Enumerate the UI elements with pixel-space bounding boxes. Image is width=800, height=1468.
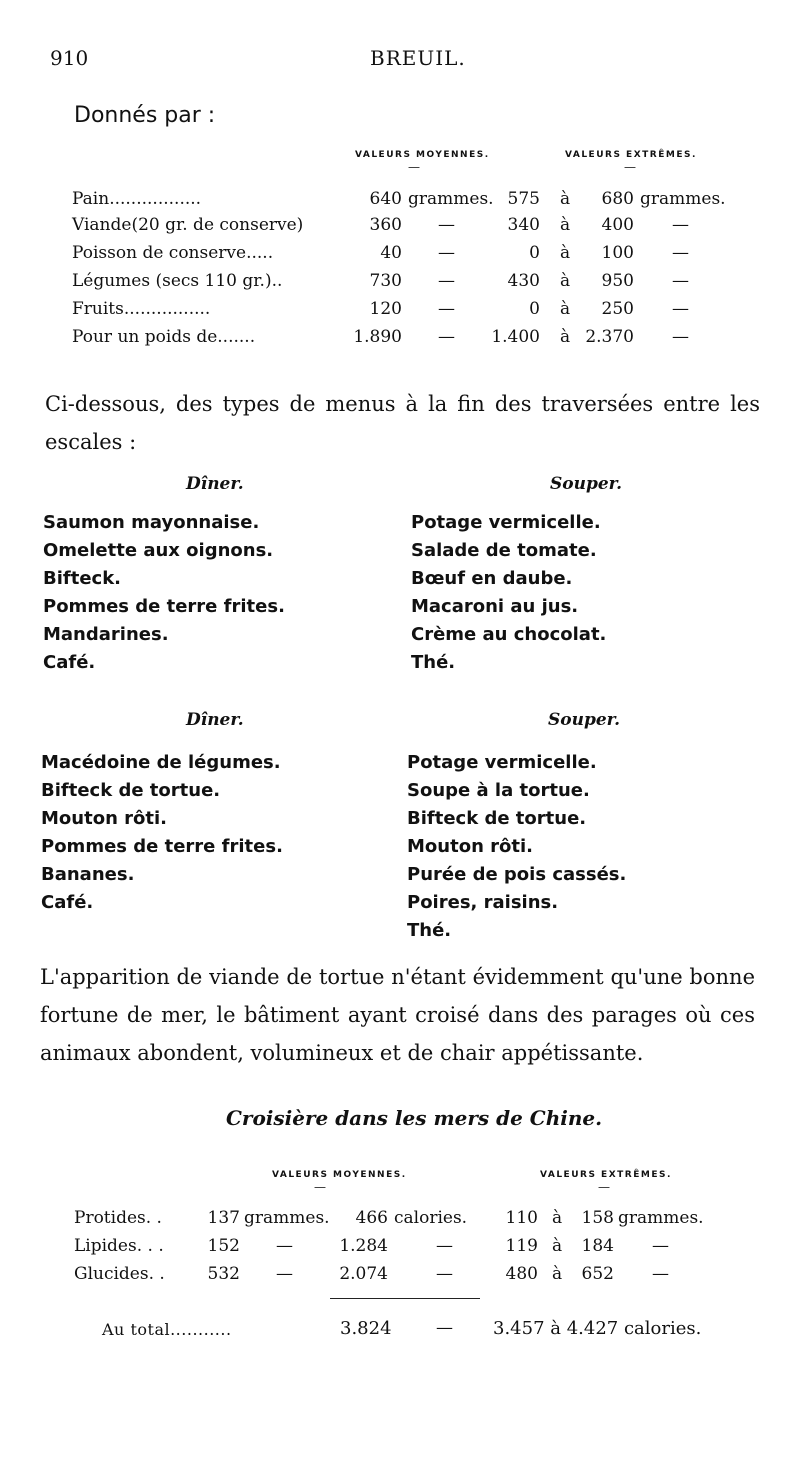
table-cell-max: 950 [601, 271, 634, 291]
table-cell-average-unit: — [438, 215, 455, 235]
table-cell-max-unit: — [652, 1264, 669, 1284]
menu-item-souper: Mouton rôti. [407, 836, 533, 857]
table-cell-min: 430 [507, 271, 540, 291]
menu-item-diner: Bifteck de tortue. [41, 780, 221, 801]
menu-item-diner: Bananes. [41, 864, 135, 885]
table-cell-calories: 1.284 [339, 1236, 388, 1256]
column-header-dash: — [598, 1180, 610, 1194]
menu-item-souper: Purée de pois cassés. [407, 864, 627, 885]
menu-item-diner: Saumon mayonnaise. [43, 512, 260, 533]
table-cell-sep: à [560, 271, 571, 291]
table-cell-max: 2.370 [585, 327, 634, 347]
menu-item-diner: Omelette aux oignons. [43, 540, 274, 561]
table-cell-calories-unit: — [436, 1264, 453, 1284]
table-cell-max: 100 [601, 243, 634, 263]
table-cell-calories-unit: calories. [394, 1208, 468, 1228]
table-row-label: Poisson de conserve..... [72, 243, 274, 263]
table-cell-max: 680 [601, 189, 634, 209]
sum-rule [330, 1298, 480, 1299]
table-cell-min: 119 [505, 1236, 538, 1256]
table-cell-sep: à [560, 215, 571, 235]
table-cell-max-unit: grammes. [618, 1208, 704, 1228]
menu-item-diner: Mandarines. [43, 624, 169, 645]
table-cell-average: 120 [369, 299, 402, 319]
menu-item-souper: Bœuf en daube. [411, 568, 573, 589]
column-header-dash: — [624, 160, 636, 174]
table-row-label: Glucides. . [74, 1264, 165, 1284]
table-cell-average: 1.890 [353, 327, 402, 347]
table-cell-max: 652 [581, 1264, 614, 1284]
column-header-average: VALEURS MOYENNES. [272, 1170, 407, 1180]
table-cell-grams-unit: grammes. [244, 1208, 330, 1228]
table-cell-average: 40 [380, 243, 402, 263]
table-cell-sep: à [552, 1208, 563, 1228]
menu-item-diner: Macédoine de légumes. [41, 752, 281, 773]
menu-item-souper: Salade de tomate. [411, 540, 597, 561]
menu-item-diner: Mouton rôti. [41, 808, 167, 829]
table-cell-sep: à [560, 243, 571, 263]
section-title-china-seas: Croisière dans les mers de Chine. [226, 1106, 603, 1130]
menu-item-souper: Crème au chocolat. [411, 624, 607, 645]
table-cell-average-unit: — [438, 271, 455, 291]
menu-item-souper: Poires, raisins. [407, 892, 559, 913]
table-cell-grams: 532 [207, 1264, 240, 1284]
total-dash: — [436, 1318, 453, 1338]
table-cell-max: 250 [601, 299, 634, 319]
table-cell-max-unit: — [672, 327, 689, 347]
paragraph-turtle-meat: L'apparition de viande de tortue n'étant évidemment qu'une bonne fortune de mer, le bâtiment ayant croisé dans des parages où ces animaux abondent, volumineux et de chair appétissante. [40, 965, 755, 1065]
menu2-diner-title: Dîner. [186, 710, 244, 730]
table-cell-max-unit: — [672, 215, 689, 235]
table-cell-sep: à [560, 299, 571, 319]
table-cell-max-unit: — [672, 271, 689, 291]
total-label: Au total........... [102, 1320, 232, 1339]
menu2-souper-title: Souper. [548, 710, 620, 730]
table-cell-average: 640 [369, 189, 402, 209]
table-cell-grams: 152 [207, 1236, 240, 1256]
table-cell-max: 158 [581, 1208, 614, 1228]
intro-heading: Donnés par : [74, 103, 216, 128]
menu-item-diner: Pommes de terre frites. [41, 836, 283, 857]
table-cell-max: 184 [581, 1236, 614, 1256]
table-cell-average: 730 [369, 271, 402, 291]
table-cell-calories: 2.074 [339, 1264, 388, 1284]
column-header-extremes: VALEURS EXTRÊMES. [540, 1170, 672, 1180]
table-cell-calories-unit: — [436, 1236, 453, 1256]
table-cell-average-unit: — [438, 327, 455, 347]
table-cell-average: 360 [369, 215, 402, 235]
table-cell-max-unit: — [672, 299, 689, 319]
table-row-label: Protides. . [74, 1208, 162, 1228]
menu1-souper-title: Souper. [550, 474, 622, 494]
column-header-dash: — [314, 1180, 326, 1194]
table-row-label: Pain................. [72, 189, 202, 209]
total-calories: 3.824 [340, 1318, 392, 1339]
table-cell-max-unit: — [672, 243, 689, 263]
table-row-label: Lipides. . . [74, 1236, 164, 1256]
menu-item-diner: Bifteck. [43, 568, 122, 589]
table-cell-average-unit: grammes. [408, 189, 494, 209]
table-row-label: Légumes (secs 110 gr.).. [72, 271, 283, 291]
table-cell-sep: à [552, 1264, 563, 1284]
table-cell-sep: à [560, 189, 571, 209]
menu-item-souper: Potage vermicelle. [411, 512, 601, 533]
table-cell-max-unit: — [652, 1236, 669, 1256]
total-range: 3.457 à 4.427 calories. [493, 1318, 702, 1339]
page-number: 910 [50, 46, 89, 70]
menu-item-souper: Thé. [407, 920, 452, 941]
table-cell-calories: 466 [355, 1208, 388, 1228]
table-row-label: Pour un poids de....... [72, 327, 256, 347]
table-cell-min: 0 [529, 243, 540, 263]
menu-item-souper: Soupe à la tortue. [407, 780, 590, 801]
menu-item-souper: Thé. [411, 652, 456, 673]
table-cell-min: 340 [507, 215, 540, 235]
menu-item-diner: Café. [43, 652, 96, 673]
table-cell-max-unit: grammes. [640, 189, 726, 209]
table-cell-average-unit: — [438, 243, 455, 263]
table-cell-grams: 137 [207, 1208, 240, 1228]
table-cell-min: 575 [507, 189, 540, 209]
running-title: BREUIL. [370, 46, 466, 70]
table-row-label: Viande(20 gr. de conserve) [72, 215, 304, 235]
column-header-dash: — [408, 160, 420, 174]
menu-item-souper: Macaroni au jus. [411, 596, 579, 617]
menu-item-souper: Bifteck de tortue. [407, 808, 587, 829]
table-cell-min: 1.400 [491, 327, 540, 347]
table-row-label: Fruits................ [72, 299, 211, 319]
table-cell-min: 0 [529, 299, 540, 319]
table-cell-grams-unit: — [276, 1236, 293, 1256]
table-cell-max: 400 [601, 215, 634, 235]
menu-item-diner: Pommes de terre frites. [43, 596, 285, 617]
menu1-diner-title: Dîner. [186, 474, 244, 494]
table-cell-min: 110 [505, 1208, 538, 1228]
table-cell-grams-unit: — [276, 1264, 293, 1284]
column-header-average: VALEURS MOYENNES. [355, 150, 490, 160]
column-header-extremes: VALEURS EXTRÊMES. [565, 150, 697, 160]
table-cell-sep: à [552, 1236, 563, 1256]
menu-item-diner: Café. [41, 892, 94, 913]
table-cell-average-unit: — [438, 299, 455, 319]
menu-item-souper: Potage vermicelle. [407, 752, 597, 773]
paragraph-menus-intro: Ci-dessous, des types de menus à la fin des traversées entre les escales : [45, 392, 760, 454]
table-cell-min: 480 [505, 1264, 538, 1284]
table-cell-sep: à [560, 327, 571, 347]
